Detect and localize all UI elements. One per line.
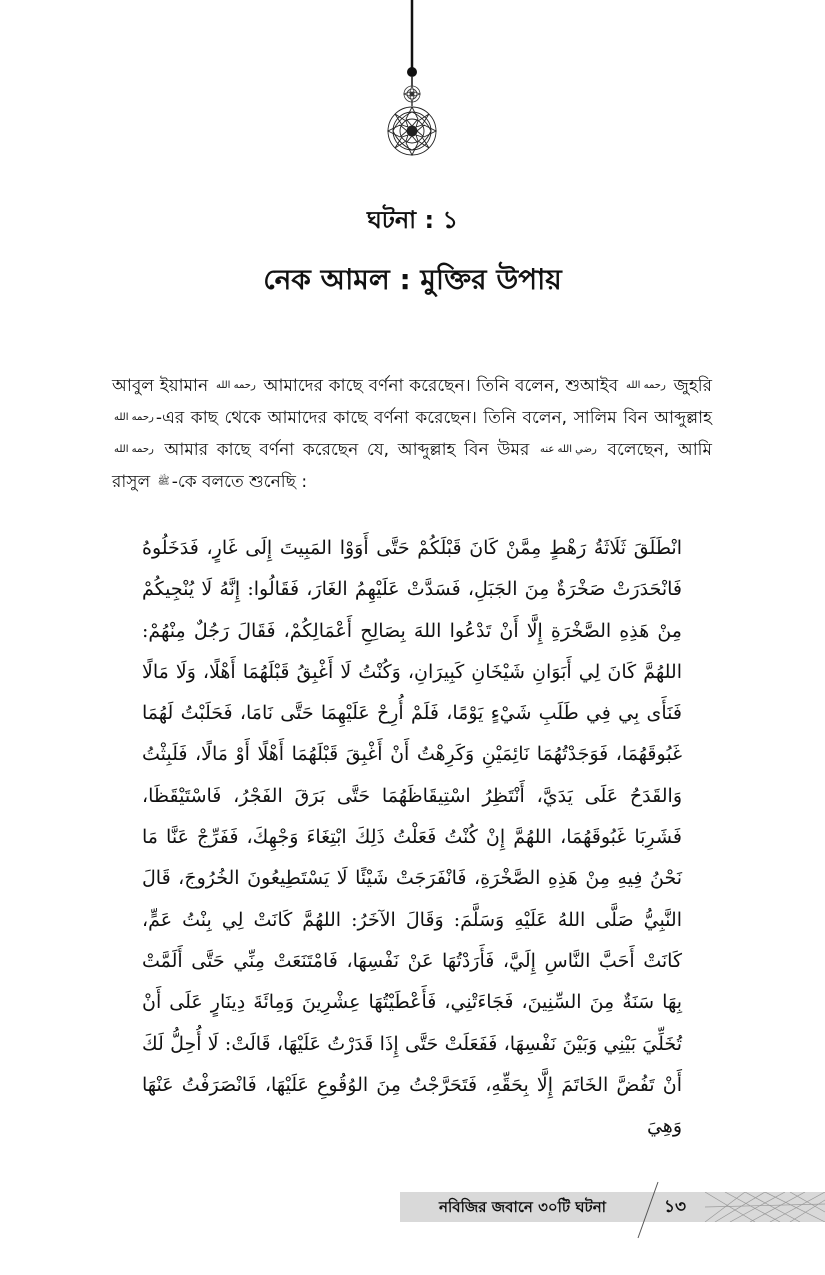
intro-text: আবুল ইয়ামান xyxy=(112,376,214,396)
honorific-glyph: رحمه الله xyxy=(625,380,666,391)
honorific-glyph: رضي الله عنه xyxy=(539,444,597,455)
page-number: ১৩ xyxy=(663,1197,687,1217)
honorific-glyph: رحمه الله xyxy=(114,412,154,423)
intro-text: -এর কাছ থেকে আমাদের কাছে বর্ণনা করেছেন। তিনি বলেন, সালিম বিন আব্দুল্লাহ xyxy=(155,408,712,428)
chapter-title: নেক আমল : মুক্তির উপায় xyxy=(263,263,562,296)
intro-text: জুহরি xyxy=(667,376,712,396)
intro-text: বলেছেন, আমি রাসুল xyxy=(112,440,712,492)
chapter-label: ঘটনা : ১ xyxy=(366,206,459,234)
arabic-hadith-text: انْطَلَقَ ثَلَاثَةُ رَهْطٍ مِمَّنْ كَانَ قَبْلَكُمْ حَتَّى أَوَوْا المَبِيتَ إِلَى غَارٍ، فَدَخَلُوهُ فَانْحَدَرَتْ صَخْرَةٌ مِنَ الجَبَلِ، فَسَدَّتْ عَلَيْهِمُ الغَارَ، فَقَالُوا: إِنَّهُ لَا يُنْجِيكُمْ مِنْ هَذِهِ الصَّخْرَةِ إِلَّا أَنْ تَدْعُوا اللهَ بِصَالِحِ أَعْمَالِكُمْ، فَقَالَ رَجُلٌ مِنْهُمْ: اللهُمَّ كَانَ لِي أَبَوَانِ شَيْخَانِ كَبِيرَانِ، وَكُنْتُ لَا أَغْبِقُ قَبْلَهُمَا أَهْلًا، وَلَا مَالًا فَنَأَى بِي فِي طَلَبِ شَيْءٍ يَوْمًا، فَلَمْ أُرِحْ عَلَيْهِمَا حَتَّى نَامَا، فَحَلَبْتُ لَهُمَا غَبُوقَهُمَا، فَوَجَدْتُهُمَا نَائِمَيْنِ وَكَرِهْتُ أَنْ أَغْبِقَ قَبْلَهُمَا أَهْلًا أَوْ مَالًا، فَلَبِثْتُ وَالقَدَحُ عَلَى يَدَيَّ، أَنْتَظِرُ اسْتِيقَاظَهُمَا حَتَّى بَرَقَ الفَجْرُ، فَاسْتَيْقَظَا، فَشَرِبَا غَبُوقَهُمَا، اللهُمَّ إِنْ كُنْتُ فَعَلْتُ ذَلِكَ ابْتِغَاءَ وَجْهِكَ، فَفَرِّجْ عَنَّا مَا نَحْنُ فِيهِ مِنْ هَذِهِ الصَّخْرَةِ، فَانْفَرَجَتْ شَيْئًا لَا يَسْتَطِيعُونَ الخُرُوجَ، قَالَ النَّبِيُّ صَلَّى اللهُ عَلَيْهِ وَسَلَّمَ: وَقَالَ الآخَرُ: اللهُمَّ كَانَتْ لِي بِنْتُ عَمٍّ، كَانَتْ أَحَبَّ النَّاسِ إِلَيَّ، فَأَرَدْتُهَا عَنْ نَفْسِهَا، فَامْتَنَعَتْ مِنِّي حَتَّى أَلَمَّتْ بِهَا سَنَةٌ مِنَ السِّنِينَ، فَجَاءَتْنِي، فَأَعْطَيْتُهَا عِشْرِينَ وَمِائَةَ دِينَارٍ عَلَى أَنْ تُخَلِّيَ بَيْنِي وَبَيْنَ نَفْسِهَا، فَفَعَلَتْ حَتَّى إِذَا قَدَرْتُ عَلَيْهَا، قَالَتْ: لَا أُحِلُّ لَكَ أَنْ تَفُضَّ الخَاتَمَ إِلَّا بِحَقِّهِ، فَتَحَرَّجْتُ مِنَ الوُقُوعِ عَلَيْهَا، فَانْصَرَفْتُ عَنْهَا وَهِيَ xyxy=(142,537,683,1138)
footer-book-title: নবিজির জবানে ৩০টি ঘটনা xyxy=(438,1198,607,1216)
footer-hatch-pattern xyxy=(705,1192,825,1222)
intro-text: আমাদের কাছে বর্ণনা করেছেন। তিনি বলেন, শুআইব xyxy=(257,376,624,396)
intro-paragraph xyxy=(112,370,712,498)
honorific-glyph: رحمه الله xyxy=(215,380,256,391)
salawat-glyph: ﷺ xyxy=(157,476,170,487)
decorative-ornament xyxy=(362,0,462,160)
intro-text: আমার কাছে বর্ণনা করেছেন যে, আব্দুল্লাহ বিন উমর xyxy=(155,440,538,460)
intro-text: -কে বলতে শুনেছি : xyxy=(171,472,308,492)
honorific-glyph: رحمه الله xyxy=(114,444,154,455)
